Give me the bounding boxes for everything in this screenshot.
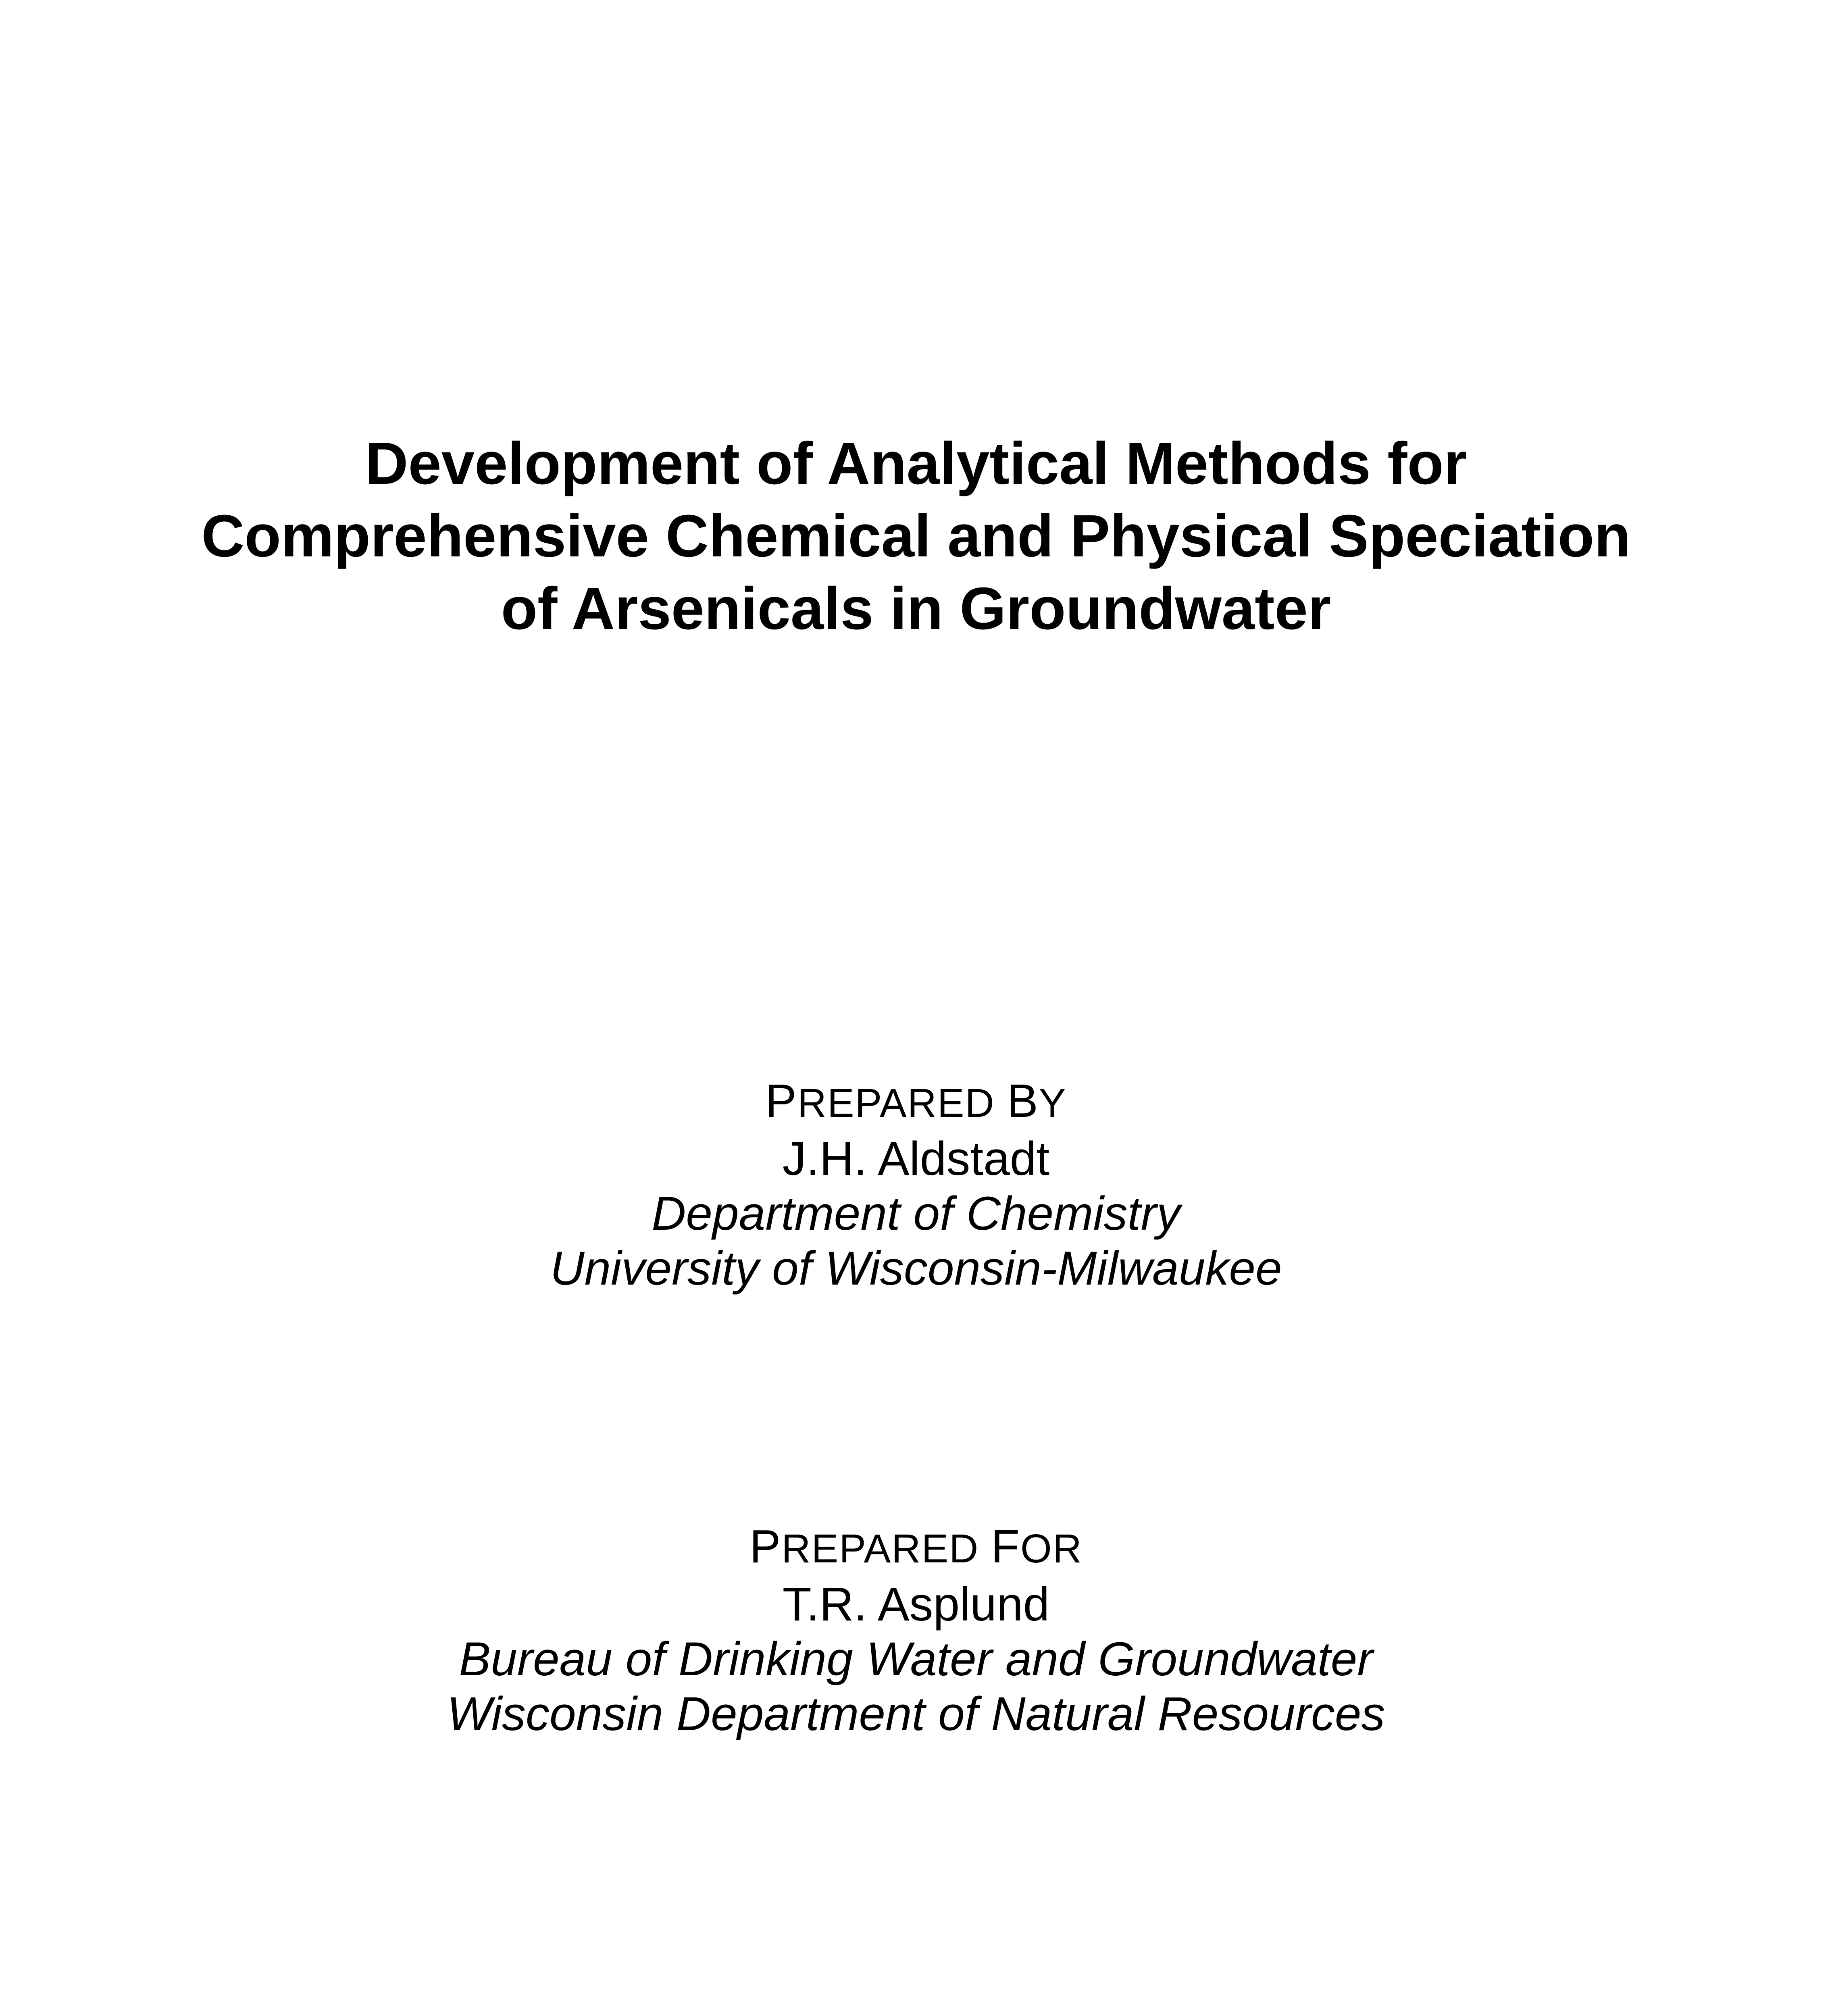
title-line-3: of Arsenicals in Groundwater — [501, 575, 1331, 642]
author-department: Department of Chemistry — [652, 1187, 1180, 1240]
title-line-2: Comprehensive Chemical and Physical Speciation — [201, 503, 1631, 569]
prepared-by-section — [0, 1073, 1832, 1296]
prepared-by-heading: PREPARED BY — [765, 1075, 1067, 1127]
prepared-for-heading: PREPARED FOR — [749, 1520, 1083, 1572]
recipient-bureau: Bureau of Drinking Water and Groundwater — [459, 1633, 1373, 1686]
prepared-for-section — [0, 1518, 1832, 1741]
recipient-name: T.R. Asplund — [782, 1578, 1050, 1631]
recipient-agency: Wisconsin Department of Natural Resources — [447, 1687, 1385, 1741]
author-name: J.H. Aldstadt — [782, 1132, 1050, 1185]
title-line-1: Development of Analytical Methods for — [365, 430, 1467, 497]
author-institution: University of Wisconsin-Milwaukee — [550, 1242, 1282, 1295]
report-title — [0, 427, 1832, 645]
